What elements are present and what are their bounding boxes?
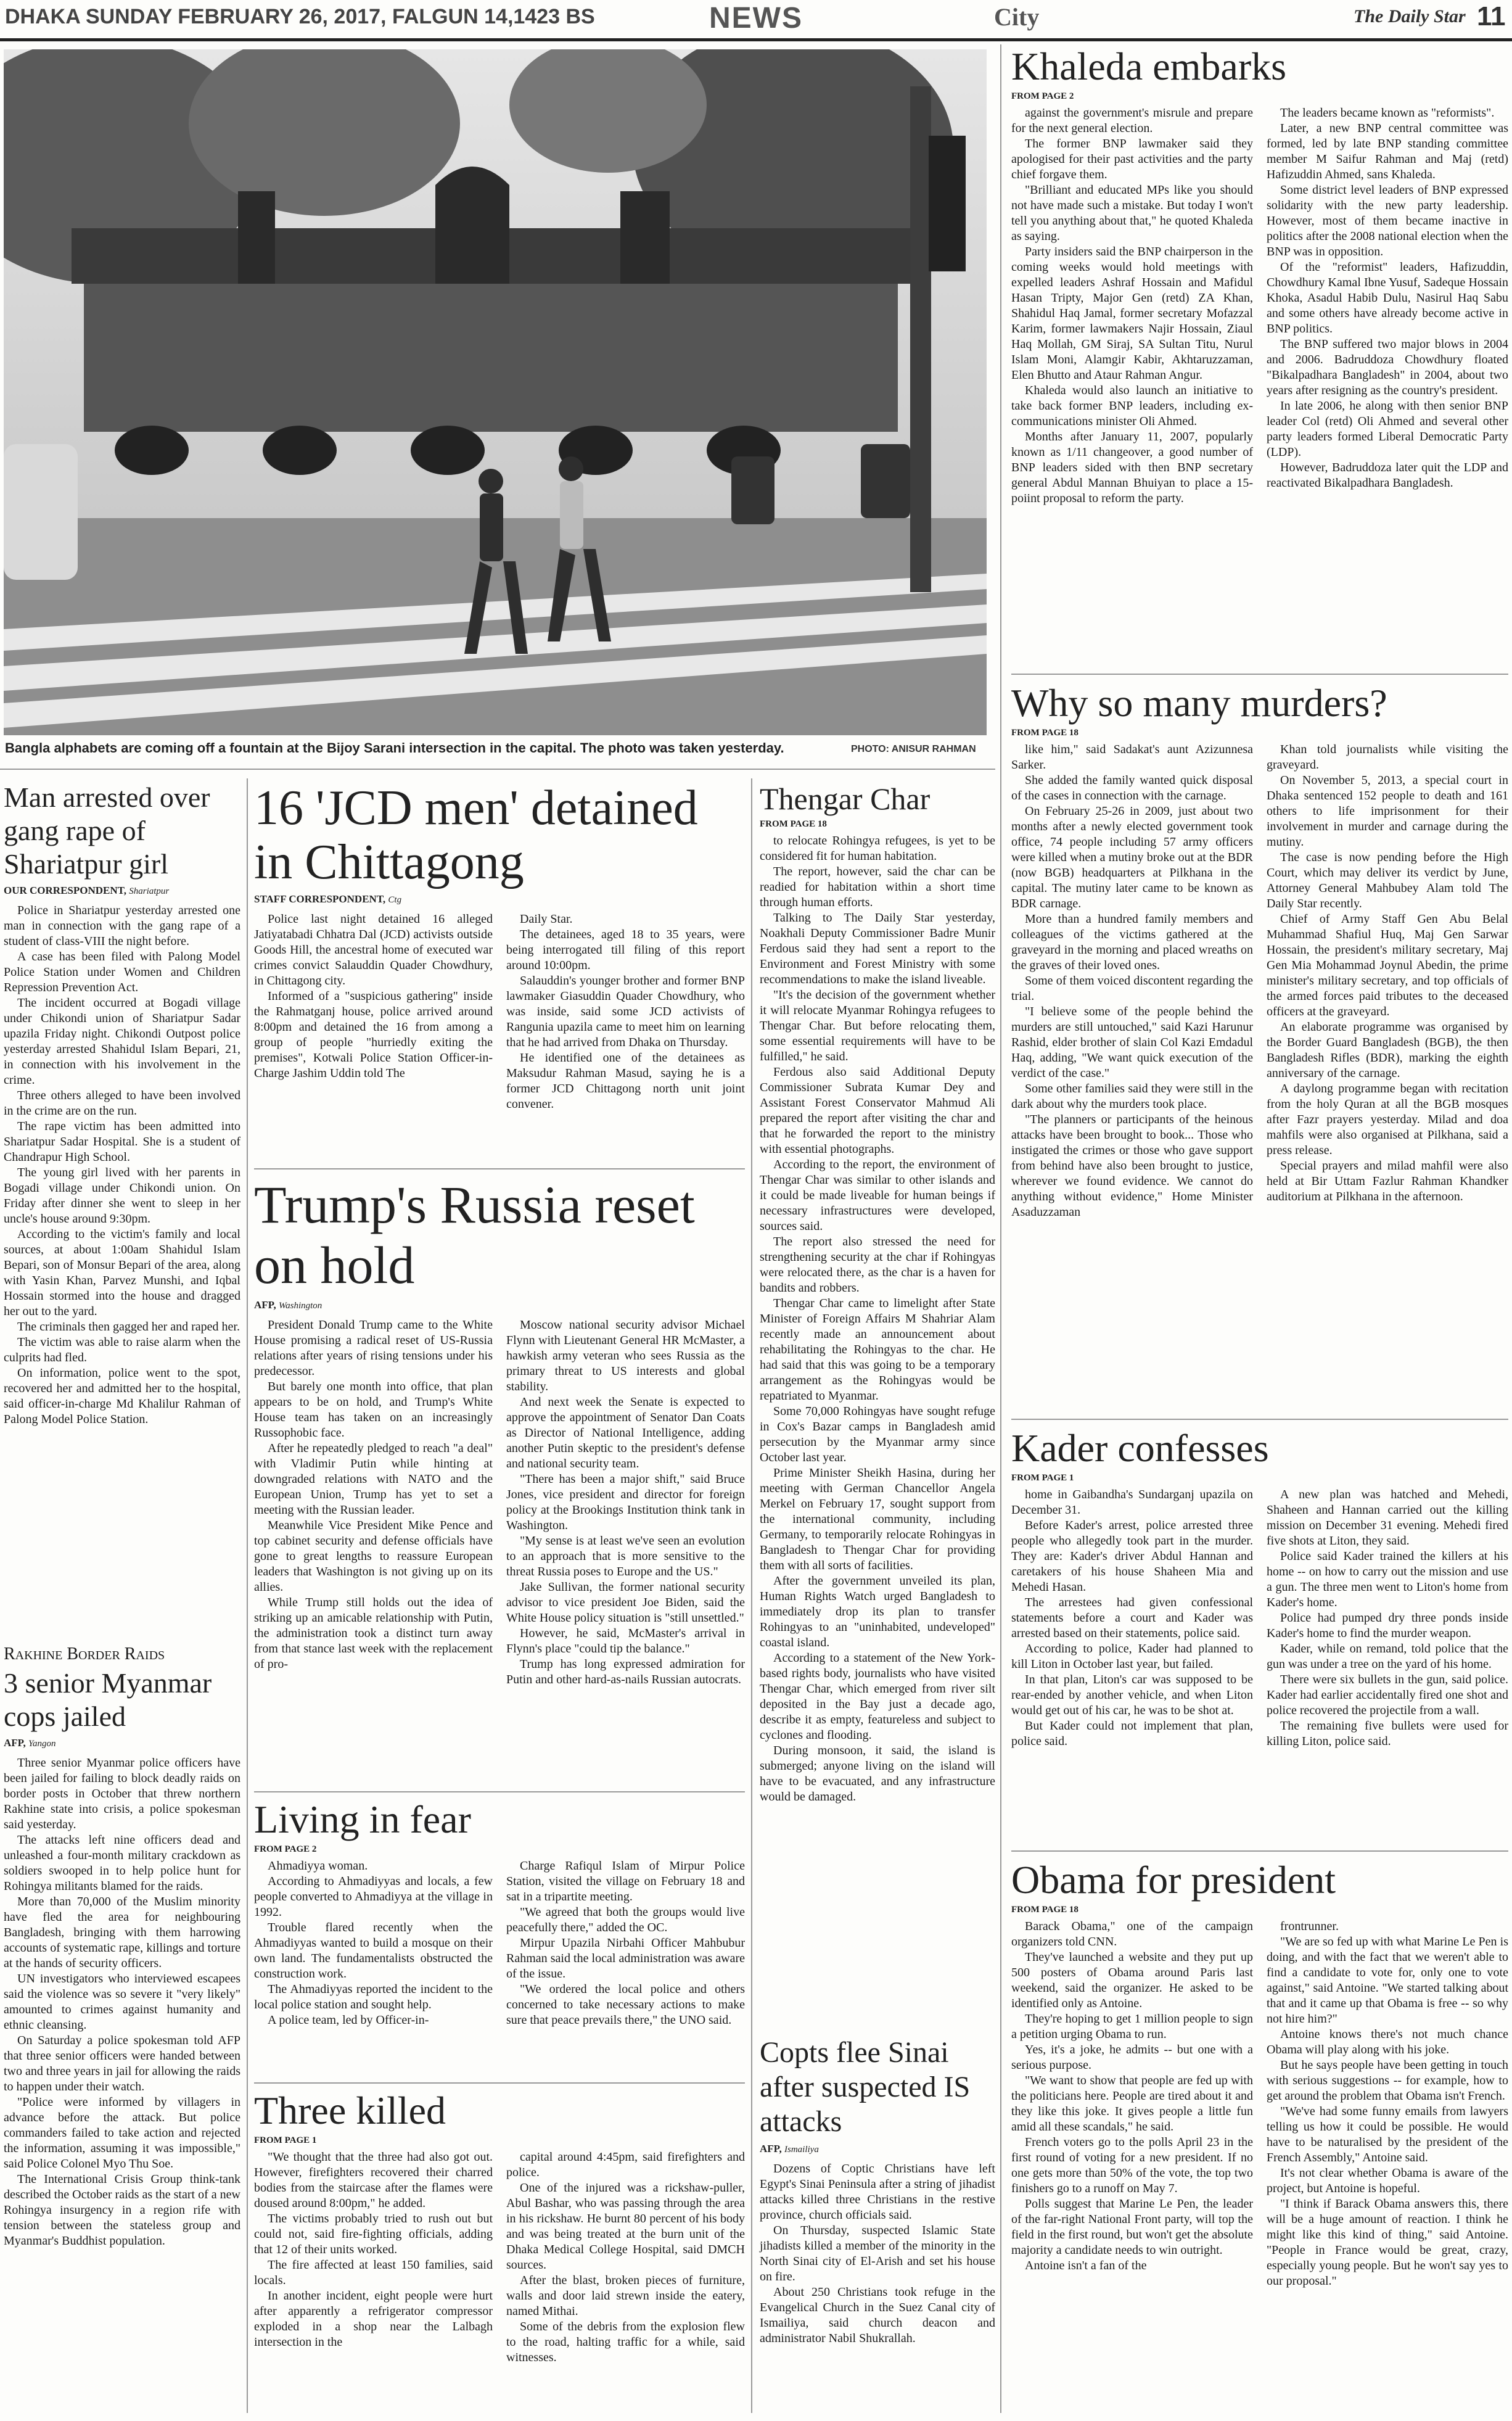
article-thengar-char bbox=[760, 781, 995, 1805]
column-2 bbox=[506, 2150, 745, 2365]
paragraph: "I believe some of the people behind the murders are still untouched," said Kazi Harunur Rashid, elder brother of slain Col Kazi Emdadul Haq, adding, "We want quick execution of the verdict of the case." bbox=[1011, 1005, 1253, 1080]
paragraph: Some district level leaders of BNP expressed solidarity with the new party leadership. However, most of them became inactive in politics after the 2008 national election when the BNP was in opposition. bbox=[1267, 183, 1508, 258]
paragraph: During monsoon, it said, the island is submerged; anyone living on the island will have to be evacuated, and any infrastructure would be damaged. bbox=[760, 1744, 995, 1804]
headline: Trump's Russia reset on hold bbox=[254, 1175, 695, 1295]
column-divider bbox=[1000, 44, 1001, 2413]
column-2 bbox=[1267, 1919, 1508, 2289]
headline: Khaleda embarks bbox=[1011, 44, 1287, 88]
paragraph: The BNP suffered two major blows in 2004 and 2006. Badruddoza Chowdhury floated "Bikalpadhara Bangladesh" in 2004, about two years after resigning as the country's president. bbox=[1267, 337, 1508, 397]
paragraph: Some other families said they were still in the dark about why the murders took place. bbox=[1011, 1082, 1253, 1111]
paragraph: According to the report, the environment of Thengar Char was similar to other islands and it could be made liveable for human beings if necessary infrastructures were developed, sources said. bbox=[760, 1158, 995, 1233]
paragraph: More than 70,000 of the Muslim minority have fled the area for neighbouring Bangladesh, bringing with them harrowing accounts of systematic rape, killings and torture at the hands of security officers. bbox=[4, 1895, 240, 1970]
paragraph: They're hoping to get 1 million people to sign a petition urging Obama to run. bbox=[1011, 2012, 1253, 2041]
paragraph: Moscow national security advisor Michael Flynn with Lieutenant General HR McMaster, a hawkish army veteran who sees Russia as the primary threat to US interests and global stability. bbox=[506, 1318, 745, 1393]
paragraph: "Brilliant and educated MPs like you should not have made such a mistake. But today I won't tell you anything about that," he quoted Khaleda as saying. bbox=[1011, 183, 1253, 243]
paragraph: In that plan, Liton's car was supposed to be rear-ended by another vehicle, and when Liton would get out of his car, he was to be shot at. bbox=[1011, 1673, 1253, 1717]
paragraph: "It's the decision of the government whether it will relocate Myanmar Rohingya refugees to Thengar Char. But before relocating them, some essential requirements will have to be fulfilled," he said. bbox=[760, 988, 995, 1063]
fountain-photo-illustration bbox=[4, 49, 987, 735]
paragraph: There were six bullets in the gun, said police. Kader had earlier accidentally fired one shot and police recovered the projectile from a wall. bbox=[1267, 1673, 1508, 1717]
paragraph: against the government's misrule and prepare for the next general election. bbox=[1011, 106, 1253, 135]
paragraph: "I think if Barack Obama answers this, there will be a huge amount of reaction. I think he might like this kind of thing," said Antoine. "People in France would be great, crazy, especially young people. But he won't say yes to our proposal." bbox=[1267, 2197, 1508, 2288]
headline: 3 senior Myanmar cops jailed bbox=[4, 1667, 212, 1732]
paragraph: The rape victim has been admitted into Shariatpur Sadar Hospital. She is a student of Chandrapur High School. bbox=[4, 1120, 240, 1164]
paragraph: Charge Rafiqul Islam of Mirpur Police Station, visited the village on February 18 and sat in a tripartite meeting. bbox=[506, 1859, 745, 1903]
divider bbox=[1011, 1419, 1508, 1420]
headline: Three killed bbox=[254, 2089, 446, 2132]
paragraph: French voters go to the polls April 23 in the first round of voting for a new president. If no one gets more than 50% of the vote, the top two finishers go to a runoff on May 7. bbox=[1011, 2135, 1253, 2195]
paragraph: "We are so fed up with what Marine Le Pen is doing, and with the fact that we weren't able to find a candidate to vote for, only one to vote against," said Antoine. "We started talking about that and it came up that Obama is free -- so why not hire him?" bbox=[1267, 1935, 1508, 2026]
photo-credit: PHOTO: ANISUR RAHMAN bbox=[851, 744, 976, 754]
continued-from: FROM PAGE 1 bbox=[254, 2135, 317, 2145]
paragraph: However, he said, McMaster's arrival in Flynn's place "could tip the balance." bbox=[506, 1627, 745, 1656]
paragraph: The leaders became known as "reformists". bbox=[1280, 106, 1495, 120]
paragraph: Some of them voiced discontent regarding the trial. bbox=[1011, 974, 1253, 1003]
paragraph: On February 25-26 in 2009, just about two months after a newly elected government took office, 74 people including 57 army officers were killed when a mutiny broke out at the BDR (now BGB) headquarters at Pilkhana in the capital. The mutiny later came to be known as BDR carnage. bbox=[1011, 804, 1253, 910]
continued-from: FROM PAGE 2 bbox=[254, 1844, 317, 1854]
paragraph: Ahmadiyya woman. bbox=[268, 1859, 368, 1873]
paragraph: "We've had some funny emails from lawyers telling us how it could be possible. He would have to be naturalised by the president of the French Assembly," Antoine said. bbox=[1267, 2105, 1508, 2164]
paragraph: Barack Obama," one of the campaign organizers told CNN. bbox=[1011, 1920, 1253, 1949]
headline: Copts flee Sinai after suspected IS attacks bbox=[760, 2036, 971, 2138]
paragraph: frontrunner. bbox=[1280, 1920, 1339, 1933]
article-khaleda bbox=[1011, 44, 1508, 506]
paragraph: Three senior Myanmar police officers have been jailed for failing to block deadly raids on border posts in October that threw northern Rakhine state into crisis, a police spokesman said yesterday. bbox=[4, 1756, 240, 1831]
column-1 bbox=[254, 1318, 493, 1688]
article-murders bbox=[1011, 681, 1508, 1220]
article-living-in-fear bbox=[254, 1797, 745, 2028]
paragraph: Before Kader's arrest, police arrested three people who allegedly took part in the murder. They are: Kader's driver Abdul Hannan and caretakers of his house Shaheen Mia and Mehedi Hasan. bbox=[1011, 1519, 1253, 1594]
headline: Obama for president bbox=[1011, 1858, 1336, 1902]
paragraph: The attacks left nine officers dead and unleashed a four-month military crackdown as soldiers swooped in to help police hunt for Rohingya militants blamed for the raids. bbox=[4, 1833, 240, 1893]
news-photo bbox=[4, 49, 987, 735]
paragraph: "We want to show that people are fed up with the politicians here. People are tired about it and they like this joke. It gives people a little fun amid all these scandals," he said. bbox=[1011, 2074, 1253, 2134]
paragraph: "There has been a major shift," said Bruce Jones, vice president and director for foreign policy at the Brookings Institution think tank in Washington. bbox=[506, 1472, 745, 1532]
paragraph: They've launched a website and they put up 500 posters of Obama around Paris last weekend, said the organizer. He asked to be identified only as Antoine. bbox=[1011, 1950, 1253, 2010]
paragraph: Police last night detained 16 alleged Jatiyatabadi Chhatra Dal (JCD) activists outside Goods Hill, the ancestral home of executed war crimes convict Salauddin Quader Chowdhury, in Chittagong city. bbox=[254, 912, 493, 988]
paragraph: Police said Kader trained the killers at his home -- on how to carry out the mission and use a gun. The three men went to Liton's home from Kader's home. bbox=[1267, 1549, 1508, 1609]
divider bbox=[254, 1791, 745, 1792]
paragraph: Of the "reformist" leaders, Hafizuddin, Chowdhury Kamal Ibne Yusuf, Sadeque Hossain Khoka, Asadul Habib Dulu, Nasirul Haq Sabu and some others have already become active in BNP politics. bbox=[1267, 260, 1508, 336]
paragraph: Some 70,000 Rohingyas have sought refuge in Cox's Bazar camps in Bangladesh amid persecution by the Myanmar army since October last year. bbox=[760, 1404, 995, 1464]
paragraph: An elaborate programme was organised by the Border Guard Bangladesh (BGB), the then Bangladesh Rifles (BDR), marking the eighth anniversary of the carnage. bbox=[1267, 1020, 1508, 1080]
article-body bbox=[4, 903, 240, 1427]
paragraph: Khaleda would also launch an initiative to take back former BNP leaders, including ex-communications minister Oli Ahmed. bbox=[1011, 384, 1253, 428]
divider bbox=[1011, 1850, 1508, 1852]
paragraph: It's not clear whether Obama is aware of the project, but Antoine is hopeful. bbox=[1267, 2166, 1508, 2195]
paragraph: A case has been filed with Palong Model Police Station under Women and Children Repression Prevention Act. bbox=[4, 950, 240, 994]
paragraph: "Police were informed by villagers in advance before the attack. But police commanders failed to take action and rejected the information, assuming it was impossible," said Police Colonel Myo Thu Soe. bbox=[4, 2095, 240, 2171]
paragraph: After he repeatedly pledged to reach "a deal" with Vladimir Putin while hinting at downgraded relations with NATO and the European Union, Trump has yet to set a meeting with the Russian leader. bbox=[254, 1441, 493, 1517]
paragraph: Thengar Char came to limelight after State Minister of Foreign Affairs M Shahriar Alam recently made an announcement about rehabilitating the Rohingyas to the char. He had said that this was going to be a temporary arrangement as the Rohingyas would be repatriated to Myanmar. bbox=[760, 1297, 995, 1403]
article-body bbox=[4, 1755, 240, 2249]
byline: AFP, Ismailiya bbox=[760, 2143, 819, 2155]
paragraph: According to a statement of the New York-based rights body, journalists who have visited Thengar Char, which emerged from river silt deposited in the Bay just a decade ago, describe it as empty, featureless and subject to cyclones and flooding. bbox=[760, 1651, 995, 1742]
paragraph: "The planners or participants of the heinous attacks have been brought to book... Those who instigated the crimes or those who gave support from behind have also been brought to justice, wherever we found evidence. We cannot do anything without evidence," Home Minister Asaduzzaman bbox=[1011, 1113, 1253, 1219]
column-2 bbox=[506, 912, 745, 1112]
paragraph: "We ordered the local police and others concerned to take necessary actions to make sure that peace prevails there," the UNO said. bbox=[506, 1982, 745, 2027]
paragraph: Kader, while on remand, told police that the gun was under a tree on the yard of his home. bbox=[1267, 1642, 1508, 1671]
paragraph: According to the victim's family and local sources, at about 1:00am Shahidul Islam Bepari, son of Monsur Bepari of the area, along with Yasin Khan, Parvez Munshi, and Iqbal Hossain stormed into the house and dragged her out to the yard. bbox=[4, 1227, 240, 1318]
continued-from: FROM PAGE 18 bbox=[760, 819, 827, 829]
paragraph: On Thursday, suspected Islamic State jihadists killed a member of the minority in the North Sinai city of El-Arish and set his house on fire. bbox=[760, 2224, 995, 2283]
column-1 bbox=[254, 2150, 493, 2365]
byline: OUR CORRESPONDENT, Shariatpur bbox=[4, 885, 170, 896]
paragraph: Some of the debris from the explosion flew to the road, halting traffic for a while, said witnesses. bbox=[506, 2320, 745, 2364]
column-2 bbox=[1267, 105, 1508, 506]
paragraph: Prime Minister Sheikh Hasina, during her meeting with German Chancellor Angela Merkel on February 17, sought support from the international community, including Germany, to temporarily relocate Rohingyas in Bangladesh to Thengar Char for providing them with all sorts of facilities. bbox=[760, 1466, 995, 1572]
paragraph: The former BNP lawmaker said they apologised for their past activities and the party chief forgave them. bbox=[1011, 137, 1253, 181]
paragraph: The young girl lived with her parents in Bogadi village under Chikondi union. On Friday after dinner she went to sleep in her uncle's house around 9:30pm. bbox=[4, 1166, 240, 1226]
paragraph: About 250 Christians took refuge in the Evangelical Church in the Suez Canal city of Ismailiya, said church deacon and administrator Nabil Shukrallah. bbox=[760, 2285, 995, 2345]
column-divider bbox=[247, 778, 248, 2413]
paragraph: Special prayers and milad mahfil were also held at Bir Uttam Fazlur Rahman Khandker auditorium at Pilkhana in the afternoon. bbox=[1267, 1159, 1508, 1203]
column-2 bbox=[506, 1318, 745, 1688]
paragraph: Meanwhile Vice President Mike Pence and top cabinet security and defense officials have gone to great lengths to reassure European leaders that Washington is not giving up on its allies. bbox=[254, 1519, 493, 1594]
paragraph: Party insiders said the BNP chairperson in the coming weeks would hold meetings with expelled leaders Ashraf Hossain and Mafidul Hasan Tripty, Major Gen (retd) ZA Khan, Shahidul Haq Jamal, former secretary Mofazzal Karim, former lawmakers Najir Hossain, Ziaul Haq Mollah, GM Siraj, SA Sultan Titu, Nurul Islam Moni, Alamgir Kabir, Akhtaruzzaman, Elen Bhutto and Ataur Rahman Angur. bbox=[1011, 245, 1253, 382]
divider bbox=[1011, 674, 1508, 675]
column-1 bbox=[254, 912, 493, 1112]
paragraph: Ferdous also said Additional Deputy Commissioner Subrata Kumar Dey and Assistant Forest Conservator Mahmud Ali prepared the report after visiting the char and that he forwarded the report to the ministry with essential photographs. bbox=[760, 1065, 995, 1156]
headline: Living in fear bbox=[254, 1797, 471, 1841]
paragraph: home in Gaibandha's Sundarganj upazila on December 31. bbox=[1011, 1488, 1253, 1517]
paragraph: While Trump still holds out the idea of striking up an amicable relationship with Putin, the administration took a distinct turn away from that stance last week with the replacement of pro- bbox=[254, 1596, 493, 1671]
column-1 bbox=[1011, 1919, 1253, 2289]
paragraph: A police team, led by Officer-in- bbox=[268, 2013, 429, 2027]
paragraph: According to police, Kader had planned to kill Liton in October last year, but failed. bbox=[1011, 1642, 1253, 1671]
paragraph: The incident occurred at Bogadi village under Chikondi union of Shariatpur Sadar upazila Friday night. Chikondi Outpost police yesterday arrested Shahidul Islam Bepari, 21, in connection with his involvement in the crime. bbox=[4, 996, 240, 1087]
byline: AFP, Yangon bbox=[4, 1737, 56, 1749]
paragraph: The Ahmadiyyas reported the incident to the local police station and sought help. bbox=[254, 1982, 493, 2011]
headline: Kader confesses bbox=[1011, 1426, 1269, 1470]
paragraph: On information, police went to the spot, recovered her and admitted her to the hospital, said officer-in-charge Md Khalilur Rahman of Palong Model Police Station. bbox=[4, 1366, 240, 1426]
article-three-killed bbox=[254, 2089, 745, 2365]
paragraph: However, Badruddoza later quit the LDP and reactivated Bikalpadhara Bangladesh. bbox=[1267, 461, 1508, 490]
city-label: City bbox=[994, 3, 1040, 31]
paragraph: The arrestees had given confessional statements before a court and Kader was arrested based on their statements, police said. bbox=[1011, 1596, 1253, 1640]
article-kader bbox=[1011, 1426, 1508, 1749]
byline: AFP, Washington bbox=[254, 1299, 323, 1311]
paragraph: Yes, it's a joke, he admits -- but one with a serious purpose. bbox=[1011, 2043, 1253, 2072]
page-number: 11 bbox=[1477, 1, 1506, 31]
page-header bbox=[0, 0, 1512, 41]
photo-caption: Bangla alphabets are coming off a fountain at the Bijoy Sarani intersection in the capital. The photo was taken yesterday. bbox=[5, 740, 784, 756]
column-2 bbox=[1267, 1487, 1508, 1749]
headline: 16 'JCD men' detained in Chittagong bbox=[254, 781, 698, 889]
paragraph: like him," said Sadakat's aunt Azizunnesa Sarker. bbox=[1011, 743, 1253, 772]
paragraph: UN investigators who interviewed escapees said the violence was so severe it "very likely" amounted to crimes against humanity and ethnic cleansing. bbox=[4, 1972, 240, 2032]
article-body bbox=[760, 2161, 995, 2346]
column-1 bbox=[254, 1858, 493, 2028]
column-2 bbox=[1267, 742, 1508, 1220]
continued-from: FROM PAGE 2 bbox=[1011, 91, 1074, 101]
paragraph: More than a hundred family members and colleagues of the victims gathered at the graveyard in the morning and placed wreaths on the graves of their loved ones. bbox=[1011, 912, 1253, 972]
continued-from: FROM PAGE 1 bbox=[1011, 1473, 1074, 1483]
paragraph: "We agreed that both the groups would live peacefully there," added the OC. bbox=[506, 1905, 745, 1934]
paragraph: Salauddin's younger brother and former BNP lawmaker Giasuddin Quader Chowdhury, who was inside, said some JCD activists of Rangunia upazila came to meet him on learning that he had arrived from Dhaka on Thursday. bbox=[506, 974, 745, 1049]
paragraph: Informed of a "suspicious gathering" inside the Rahmatganj house, police arrived around 8:00pm and detained the 16 from among a group of people "hurriedly exiting the premises", Kotwali Police Station Officer-in-Charge Jashim Uddin told The bbox=[254, 989, 493, 1080]
paragraph: Antoine isn't a fan of the bbox=[1025, 2259, 1147, 2272]
paragraph: The criminals then gagged her and raped her. bbox=[17, 1320, 240, 1334]
paragraph: The report, however, said the char can be readied for habitation within a short time through human efforts. bbox=[760, 865, 995, 909]
paragraph: Chief of Army Staff Gen Abu Belal Muhammad Shafiul Huq, Maj Gen Sarwar Hossain, the president's military secretary, Maj Gen Mia Mohammad Joynul Abedin, the prime minister's military secretary, and top officials of the armed forces paid tributes to the deceased officers at the graveyard. bbox=[1267, 912, 1508, 1018]
paragraph: Months after January 11, 2007, popularly known as 1/11 changeover, a good number of BNP leaders sided with then BNP secretary general Abdul Mannan Bhuiyan to place a 15-poiint proposal to reform the party. bbox=[1011, 430, 1253, 505]
paragraph: The report also stressed the need for strengthening security at the char if Rohingyas were relocated there, as the char is a haven for bandits and robbers. bbox=[760, 1235, 995, 1295]
paragraph: She added the family wanted quick disposal of the cases in connection with the carnage. bbox=[1011, 773, 1253, 802]
column-2 bbox=[506, 1858, 745, 2028]
paragraph: The remaining five bullets were used for killing Liton, police said. bbox=[1267, 1719, 1508, 1748]
article-myanmar-cops bbox=[4, 1638, 240, 2249]
paragraph: But he says people have been getting in touch with serious suggestions -- for example, how to get around the problem that Obama isn't French. bbox=[1267, 2058, 1508, 2103]
paragraph: But Kader could not implement that plan, police said. bbox=[1011, 1719, 1253, 1748]
column-1 bbox=[1011, 1487, 1253, 1749]
paragraph: The case is now pending before the High Court, which may deliver its verdict by June, Attorney General Mahbubey Alam told The Daily Star recently. bbox=[1267, 851, 1508, 910]
paragraph: Trouble flared recently when the Ahmadiyyas wanted to build a mosque on their own land. The fundamentalists obstructed the construction work. bbox=[254, 1921, 493, 1981]
continued-from: FROM PAGE 18 bbox=[1011, 728, 1079, 738]
paragraph: capital around 4:45pm, said firefighters and police. bbox=[506, 2150, 745, 2179]
article-gang-rape bbox=[4, 781, 240, 1427]
paragraph: Three others alleged to have been involved in the crime are on the run. bbox=[4, 1089, 240, 1118]
paragraph: Later, a new BNP central committee was formed, led by late BNP standing committee member M Saifur Rahman and Maj (retd) Hafizuddin Ahmed, sans Khaleda. bbox=[1267, 122, 1508, 181]
column-divider bbox=[751, 778, 752, 2413]
paragraph: Polls suggest that Marine Le Pen, the leader of the far-right National Front party, will top the field in the first round, but won't get the absolute majority a candidate needs to win outright. bbox=[1011, 2197, 1253, 2257]
paragraph: Antoine knows there's not much chance Obama will play along with his joke. bbox=[1267, 2027, 1508, 2056]
headline: Why so many murders? bbox=[1011, 681, 1387, 725]
newspaper-logo: The Daily Star bbox=[1354, 6, 1466, 27]
paragraph: But barely one month into office, that plan appears to be on hold, and Trump's White House team has taken on an increasingly Russophobic face. bbox=[254, 1380, 493, 1440]
paragraph: In another incident, eight people were hurt after apparently a refrigerator compressor exploded in a shop near the Lalbagh intersection in the bbox=[254, 2289, 493, 2349]
paragraph: Police in Shariatpur yesterday arrested one man in connection with the gang rape of a student of class-VIII the night before. bbox=[4, 904, 240, 948]
paragraph: The victim was able to raise alarm when the culprits had fled. bbox=[4, 1335, 240, 1364]
divider bbox=[254, 1168, 745, 1169]
divider bbox=[254, 2082, 745, 2084]
column-1 bbox=[1011, 742, 1253, 1220]
paragraph: And next week the Senate is expected to approve the appointment of Senator Dan Coats as Director of National Intelligence, adding another Putin skeptic to the president's defense and national security team. bbox=[506, 1395, 745, 1470]
paragraph: to relocate Rohingya refugees, is yet to be considered fit for human habitation. bbox=[760, 834, 995, 863]
headline: Thengar Char bbox=[760, 782, 931, 816]
paragraph: After the government unveiled its plan, Human Rights Watch urged Bangladesh to immediately drop its plan to transfer Rohingyas to an "uninhabited, undeveloped" coastal island. bbox=[760, 1574, 995, 1649]
article-trump bbox=[254, 1174, 745, 1688]
paragraph: Khan told journalists while visiting the graveyard. bbox=[1267, 743, 1508, 772]
column-1 bbox=[1011, 105, 1253, 506]
paragraph: Jake Sullivan, the former national security advisor to vice president Joe Biden, said the White House policy situation is "still unsettled." bbox=[506, 1580, 745, 1625]
paragraph: On November 5, 2013, a special court in Dhaka sentenced 152 people to death and 161 others to life imprisonment for their involvement in murder and carnage during the mutiny. bbox=[1267, 773, 1508, 849]
paragraph: President Donald Trump came to the White House promising a radical reset of US-Russia relations after years of rising tensions under his predecessor. bbox=[254, 1318, 493, 1378]
paragraph: Dozens of Coptic Christians have left Egypt's Sinai Peninsula after a string of jihadist attacks killed three Christians in the restive province, church officials said. bbox=[760, 2162, 995, 2222]
paragraph: Daily Star. bbox=[520, 912, 573, 926]
paragraph: The International Crisis Group think-tank described the October raids as the start of a new Rohingya insurgency in a region rife with tension between the stateless group and Myanmar's Buddhist population. bbox=[4, 2172, 240, 2248]
paragraph: The fire affected at least 150 families, said locals. bbox=[254, 2258, 493, 2287]
divider bbox=[0, 769, 995, 770]
paragraph: After the blast, broken pieces of furniture, walls and door laid strewn inside the eatery, named Mithai. bbox=[506, 2274, 745, 2318]
paragraph: A daylong programme began with recitation from the holy Quran at all the BGB mosques after Fazr prayers yesterday. Milad and doa mahfils were also organised at Pilkhana, said a press release. bbox=[1267, 1082, 1508, 1157]
headline: Man arrested over gang rape of Shariatpur girl bbox=[4, 782, 210, 880]
section-kicker: Rakhine Border Raids bbox=[4, 1644, 165, 1664]
dateline: DHAKA SUNDAY FEBRUARY 26, 2017, FALGUN 14,1423 BS bbox=[5, 5, 595, 28]
paragraph: "We thought that the three had also got out. However, firefighters recovered their charred bodies from the staircase after the flames were doused around 8:00pm," he added. bbox=[254, 2150, 493, 2210]
article-body bbox=[760, 833, 995, 1805]
paragraph: According to Ahmadiyyas and locals, a few people converted to Ahmadiyya at the village in 1992. bbox=[254, 1875, 493, 1919]
paragraph: The detainees, aged 18 to 35 years, were being interrogated till filing of this report around 10:00pm. bbox=[506, 928, 745, 972]
paragraph: One of the injured was a rickshaw-puller, Abul Bashar, who was passing through the area in his rickshaw. He burnt 80 percent of his body and was being treated at the burn unit of the Dhaka Medical College Hospital, said DMCH sources. bbox=[506, 2181, 745, 2272]
article-jcd bbox=[254, 781, 745, 1112]
byline: STAFF CORRESPONDENT, Ctg bbox=[254, 893, 402, 905]
paragraph: Trump has long expressed admiration for Putin and other hard-as-nails Russian autocrats. bbox=[506, 1657, 745, 1686]
paragraph: Mirpur Upazila Nirbahi Officer Mahbubur Rahman said the local administration was aware of the issue. bbox=[506, 1936, 745, 1981]
article-copts bbox=[760, 2035, 995, 2346]
paragraph: Talking to The Daily Star yesterday, Noakhali Deputy Commissioner Badre Munir Ferdous said they had sent a report to the Environment and Forest Ministry with some recommendations to make the island liveable. bbox=[760, 911, 995, 986]
paragraph: A new plan was hatched and Mehedi, Shaheen and Hannan carried out the killing mission on December 31 evening. Mehedi fired five shots at Liton, they said. bbox=[1267, 1488, 1508, 1548]
paragraph: He identified one of the detainees as Maksudur Rahman Masud, saying he is a former JCD Chittagong north unit joint convener. bbox=[506, 1051, 745, 1111]
paragraph: On Saturday a police spokesman told AFP that three senior officers were handed between two and three years in jail for allowing the raids to happen under their watch. bbox=[4, 2034, 240, 2093]
section-label: NEWS bbox=[709, 2, 803, 35]
paragraph: The victims probably tried to rush out but could not, said fire-fighting officials, adding that 12 of their units worked. bbox=[254, 2212, 493, 2256]
article-obama bbox=[1011, 1858, 1508, 2289]
paragraph: Police had pumped dry three ponds inside Kader's home to find the murder weapon. bbox=[1267, 1611, 1508, 1640]
paragraph: "My sense is at least we've seen an evolution to an approach that is more sensitive to the threat Russia poses to Europe and the US." bbox=[506, 1534, 745, 1578]
paragraph: In late 2006, he along with then senior BNP leader Col (retd) Oli Ahmed and several other party leaders formed Liberal Democratic Party (LDP). bbox=[1267, 399, 1508, 459]
continued-from: FROM PAGE 18 bbox=[1011, 1905, 1079, 1915]
